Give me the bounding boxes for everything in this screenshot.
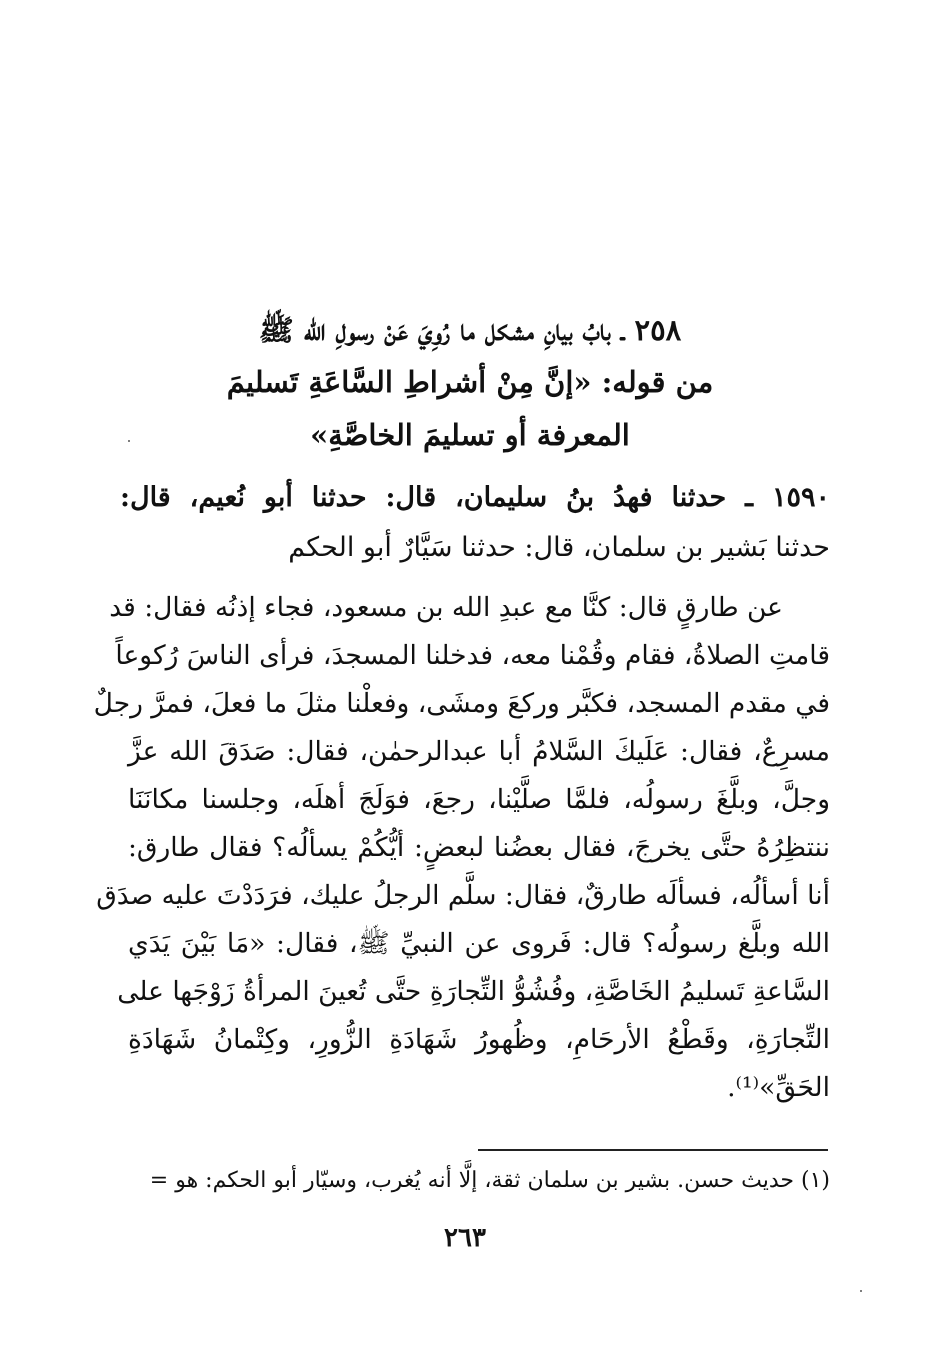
isnad-line-2: حدثنا بَشير بن سلمان، قال: حدثنا سَيَّارٌ أبو الحكم bbox=[288, 532, 830, 563]
matn-line-1: عن طارقٍ قال: كنَّا مع عبدِ الله بن مسعود، فجاء إذنُه فقال: قد bbox=[109, 592, 783, 623]
page-number: ٢٦٣ bbox=[444, 1223, 486, 1253]
scan-speck bbox=[128, 440, 130, 442]
matn-line-7: أنا أسألُه، فسألَه طارقٌ، فقال: سلَّم الرجلُ عليك، فرَدَدْتَ عليه صدَق bbox=[96, 880, 830, 911]
isnad-line-1: ١٥٩٠ ـ حدثنا فهدُ بنُ سليمان، قال: حدثنا أبو نُعيم، قال: bbox=[120, 482, 830, 513]
matn-line-8: الله وبلَّغ رسولُه؟ قال: فَروى عن النبيِّ ﷺ، فقال: «مَا بَيْنَ يَدَي bbox=[128, 928, 830, 959]
matn-line-9: السَّاعةِ تَسليمُ الخَاصَّةِ، وفُشُوُّ التِّجارَةِ حتَّى تُعينَ المرأةُ زَوْجَها على bbox=[117, 976, 830, 1007]
matn-line-11: الحَقِّ»⁽¹⁾. bbox=[727, 1072, 830, 1103]
scan-speck bbox=[860, 1290, 862, 1292]
footnote-separator bbox=[478, 1149, 828, 1151]
matn-line-5: وجلَّ، وبلَّغَ رسولُه، فلمَّا صلَّيْنا، رجعَ، فوَلَجَ أهلَه، وجلسنا مكانَنَا bbox=[128, 784, 830, 815]
matn-line-3: في مقدم المسجد، فكبَّر وركعَ ومشَى، وفعلْنا مثلَ ما فعلَ، فمرَّ رجلٌ bbox=[93, 688, 830, 719]
matn-line-4: مسرِعٌ، فقال: عَلَيكَ السَّلامُ أبا عبدالرحمٰن، فقال: صَدَقَ الله عزَّ bbox=[128, 736, 830, 767]
matn-line-10: التِّجارَةِ، وقَطْعُ الأرحَامِ، وظُهورُ شَهَادَةِ الزُّورِ، وكِتْمانُ شَهَادَةِ bbox=[128, 1024, 830, 1055]
matn-line-6: ننتظِرُهُ حتَّى يخرجَ، فقال بعضُنا لبعضٍ: أيُّكُمْ يسألُه؟ فقال طارق: bbox=[128, 832, 830, 863]
chapter-title-line-2: من قوله: «إنَّ مِنْ أشراطِ السَّاعَةِ تَسليمَ bbox=[226, 365, 714, 399]
footnote-1: (١) حديث حسن. بشير بن سلمان ثقة، إلَّا أنه يُغرب، وسيّار أبو الحكم: هو = bbox=[149, 1168, 830, 1193]
chapter-title-line-1: ٢٥٨ ـ بابُ بيانِ مشكل ما رُوِيَ عَنْ رسولِ الله ﷺ bbox=[258, 313, 682, 347]
chapter-title-line-3: المعرفة أو تسليمَ الخاصَّةِ» bbox=[310, 418, 630, 452]
matn-line-2: قامتِ الصلاةُ، فقام وقُمْنا معه، فدخلنا المسجدَ، فرأى الناسَ رُكوعاً bbox=[115, 640, 830, 671]
